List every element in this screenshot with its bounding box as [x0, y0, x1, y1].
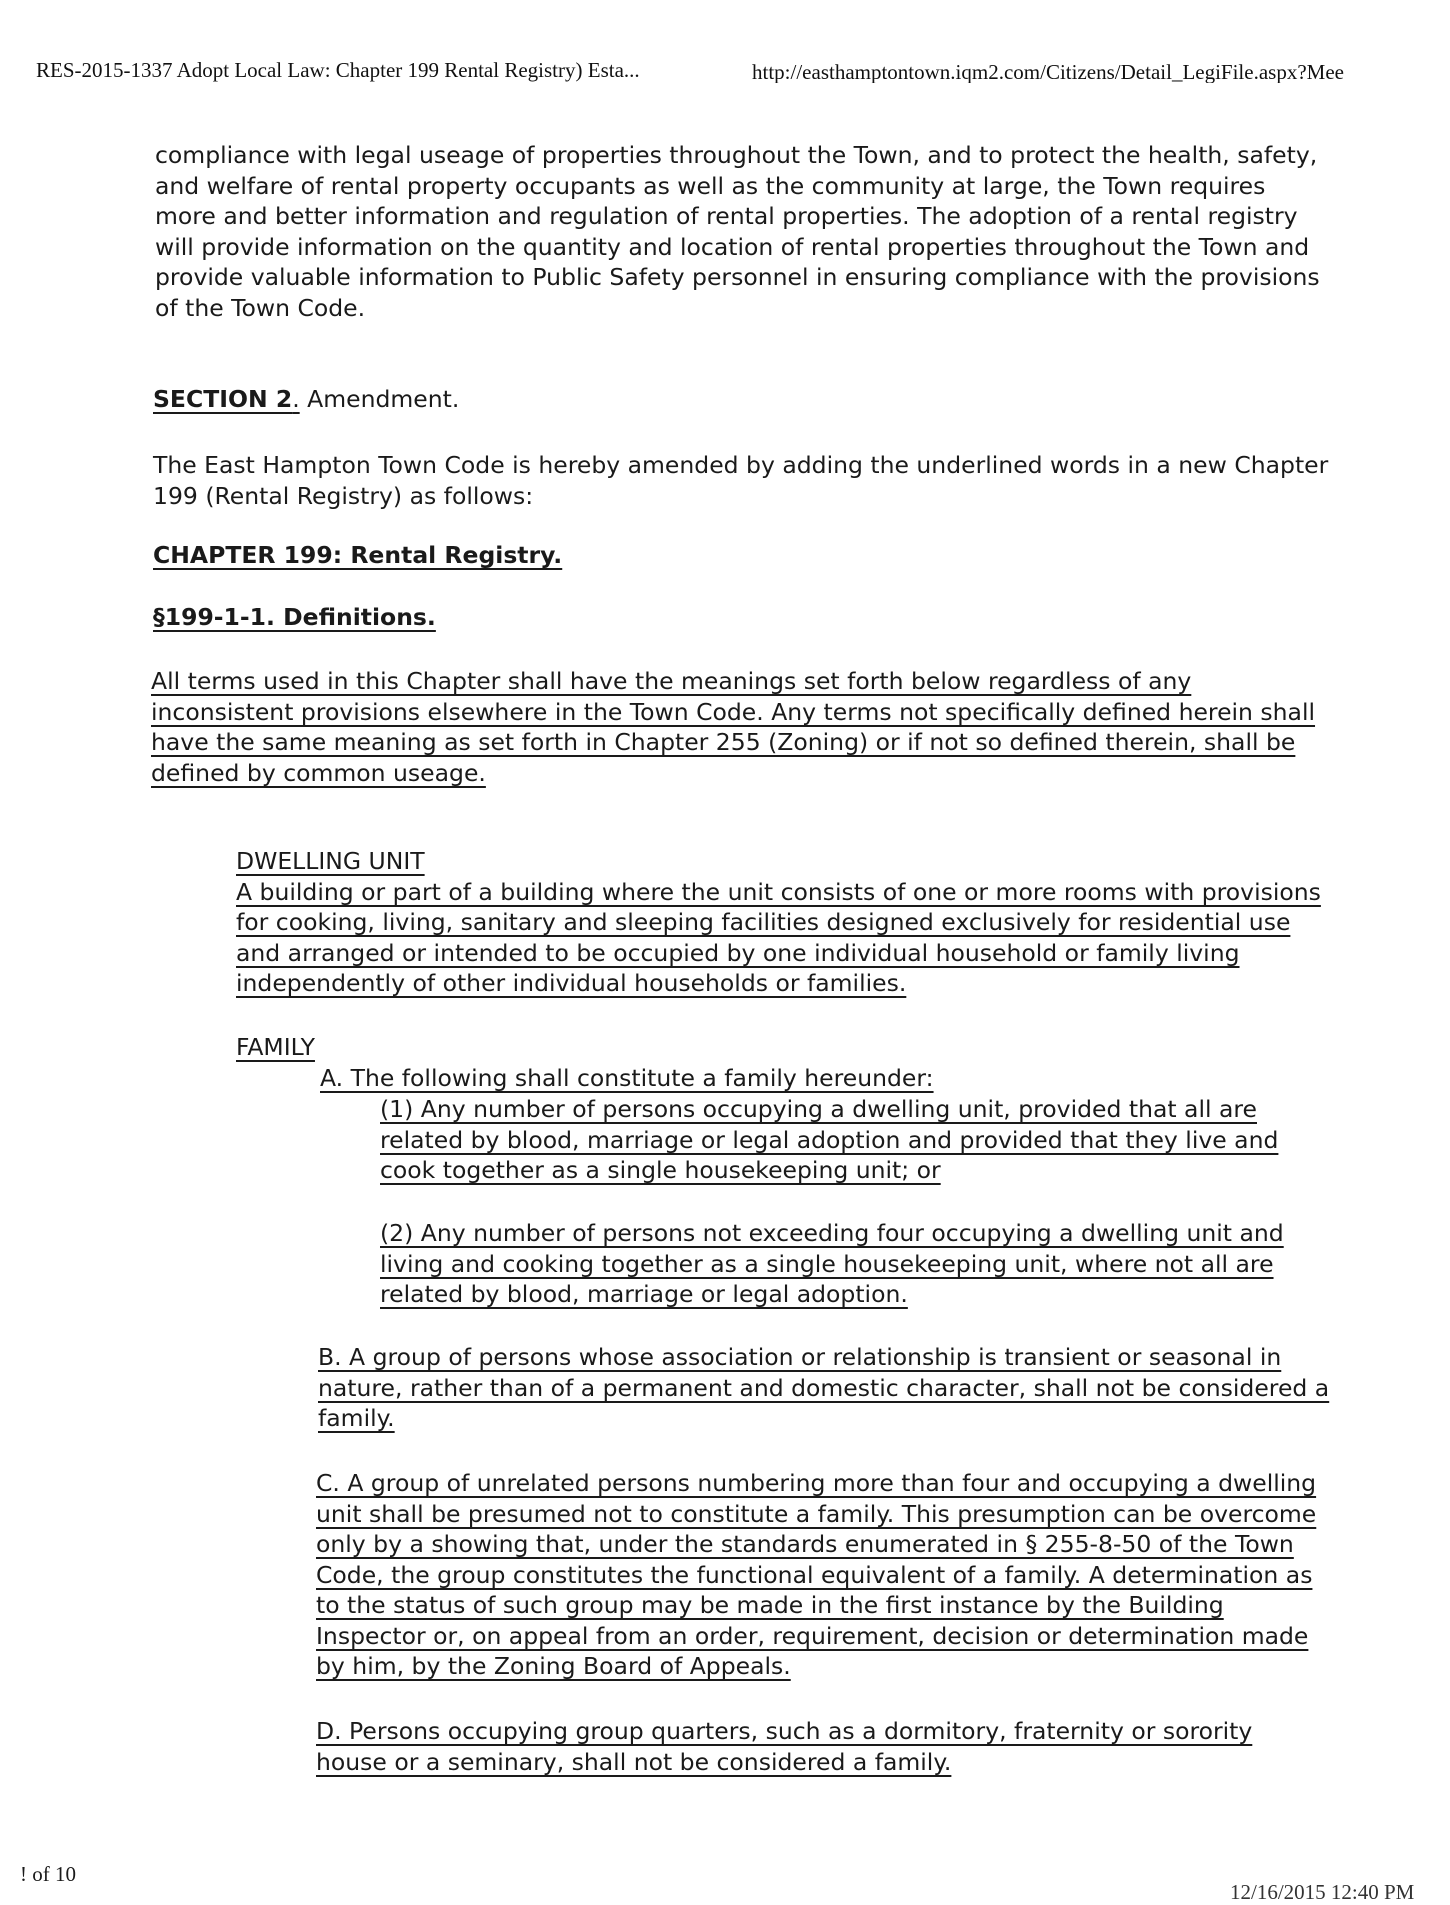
text-line: family.	[318, 1404, 395, 1432]
text-line: (1) Any number of persons occupying a dwelling unit, provided that all are	[380, 1095, 1257, 1123]
header-title: RES-2015-1337 Adopt Local Law: Chapter 199 Rental Registry) Esta...	[36, 58, 640, 82]
text-line: Inspector or, on appeal from an order, requirement, decision or determination made	[316, 1621, 1309, 1650]
text-line: house or a seminary, shall not be considered a family.	[316, 1747, 952, 1776]
header-url[interactable]: http://easthamptontown.iqm2.com/Citizens/Detail_LegiFile.aspx?Mee	[752, 60, 1344, 83]
text-line: (2) Any number of persons not exceeding four occupying a dwelling unit and	[380, 1219, 1284, 1247]
text-line: more and better information and regulation of rental properties. The adoption of a rental registry	[155, 202, 1298, 230]
print-header	[36, 58, 1438, 83]
text-line: have the same meaning as set forth in Chapter 255 (Zoning) or if not so defined therein, shall be	[151, 728, 1296, 756]
text-line: Code, the group constitutes the functional equivalent of a family. A determination as	[316, 1560, 1313, 1589]
text-line: by him, by the Zoning Board of Appeals.	[316, 1652, 791, 1680]
family-clause-a1	[380, 1094, 1278, 1186]
text-line: 199 (Rental Registry) as follows:	[153, 481, 534, 510]
definitions-intro	[151, 666, 1315, 788]
intro-paragraph	[155, 140, 1320, 323]
text-line: living and cooking together as a single housekeeping unit, where not all are	[380, 1249, 1274, 1278]
family-clause-a2	[380, 1218, 1284, 1310]
text-line: independently of other individual households or families.	[236, 969, 907, 997]
text-line: D. Persons occupying group quarters, such as a dormitory, fraternity or sorority	[316, 1717, 1253, 1745]
text-line: defined by common useage.	[151, 758, 486, 787]
section-2-heading	[153, 384, 459, 415]
section-label: SECTION 2	[153, 385, 293, 413]
family-clause-d	[316, 1716, 1252, 1777]
text-line: to the status of such group may be made in the first instance by the Building	[316, 1591, 1224, 1619]
text-line: only by a showing that, under the standards enumerated in § 255-8-50 of the Town	[316, 1530, 1294, 1558]
family-clause-c	[316, 1468, 1316, 1682]
text-line: and welfare of rental property occupants as well as the community at large, the Town requires	[155, 171, 1266, 200]
text-line: related by blood, marriage or legal adoption.	[380, 1280, 908, 1308]
amendment-paragraph	[153, 450, 1328, 511]
chapter-title: CHAPTER 199: Rental Registry.	[153, 541, 563, 569]
text-line: for cooking, living, sanitary and sleeping facilities designed exclusively for residential use	[236, 908, 1291, 936]
text-line: cook together as a single housekeeping unit; or	[380, 1156, 941, 1184]
text-line: and arranged or intended to be occupied by one individual household or family living	[236, 938, 1240, 967]
definition-dwelling-unit	[236, 846, 1321, 999]
text-line: related by blood, marriage or legal adoption and provided that they live and	[380, 1125, 1279, 1154]
text-line: of the Town Code.	[155, 293, 366, 322]
family-clause-a: A. The following shall constitute a family hereunder:	[320, 1064, 934, 1092]
text-line: provide valuable information to Public Safety personnel in ensuring compliance with the provisions	[155, 263, 1320, 291]
page-number: ! of 10	[20, 1862, 76, 1886]
text-line: will provide information on the quantity and location of rental properties throughout the Town and	[155, 232, 1310, 261]
section-dot: .	[292, 385, 300, 413]
text-line: All terms used in this Chapter shall have the meanings set forth below regardless of any	[151, 667, 1192, 695]
definition-term: DWELLING UNIT	[236, 847, 425, 875]
print-datetime: 12/16/2015 12:40 PM	[1230, 1880, 1415, 1904]
section-title: Amendment.	[299, 385, 460, 413]
text-line: C. A group of unrelated persons numbering more than four and occupying a dwelling	[316, 1469, 1317, 1497]
text-line: inconsistent provisions elsewhere in the Town Code. Any terms not specifically defined herein shall	[151, 697, 1316, 726]
family-clause-b	[318, 1342, 1329, 1434]
text-line: nature, rather than of a permanent and domestic character, shall not be considered a	[318, 1373, 1330, 1402]
text-line: A building or part of a building where the unit consists of one or more rooms with provisions	[236, 877, 1321, 906]
text-line: The East Hampton Town Code is hereby amended by adding the underlined words in a new Chapter	[153, 451, 1329, 479]
text-line: compliance with legal useage of properties throughout the Town, and to protect the health, safety,	[155, 141, 1318, 169]
text-line: unit shall be presumed not to constitute a family. This presumption can be overcome	[316, 1499, 1317, 1528]
section-title-definitions: §199-1-1. Definitions.	[153, 603, 436, 631]
text-line: B. A group of persons whose association or relationship is transient or seasonal in	[318, 1343, 1282, 1371]
definition-term-family: FAMILY	[236, 1033, 315, 1061]
